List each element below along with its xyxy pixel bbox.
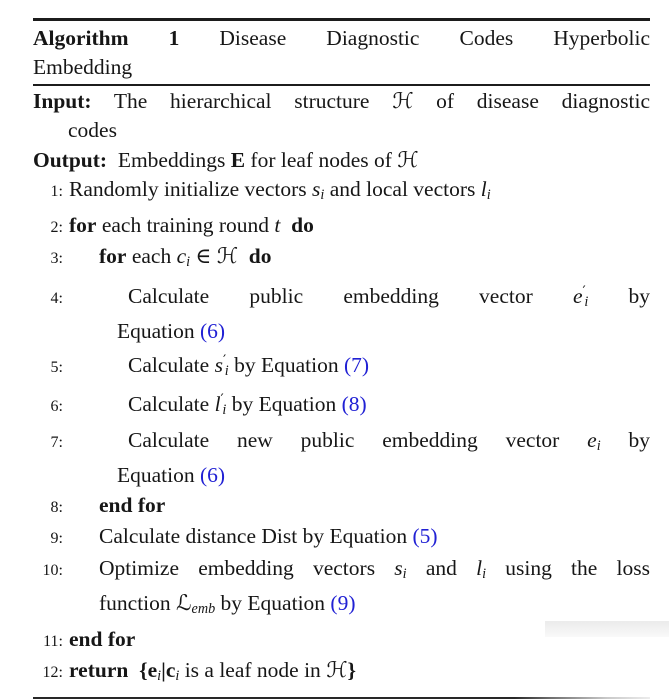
text-segment: Equation xyxy=(117,463,200,488)
line-number: 4: xyxy=(50,289,63,307)
text-segment: c xyxy=(165,658,176,683)
text-segment: by Equation xyxy=(226,392,342,417)
text-segment: i xyxy=(486,187,491,204)
text-segment: each xyxy=(126,244,177,269)
text-segment: do xyxy=(280,212,314,237)
text-segment: by Equation xyxy=(228,352,344,377)
step-line-7 xyxy=(33,426,650,462)
text-segment: i xyxy=(320,187,325,204)
text-segment: i xyxy=(157,668,162,685)
line-content xyxy=(69,656,650,692)
text-segment: return xyxy=(69,658,129,683)
text-segment: i xyxy=(186,254,191,271)
text-segment: Randomly initialize vectors xyxy=(69,177,313,202)
line-number: 12: xyxy=(42,664,63,682)
step-line-1 xyxy=(33,175,650,211)
line-number: 6: xyxy=(50,398,63,416)
line-content xyxy=(69,211,650,240)
line-content xyxy=(69,386,650,426)
text-segment: i xyxy=(222,402,227,419)
output-line xyxy=(33,146,650,175)
line-content xyxy=(69,242,650,278)
line-content xyxy=(33,24,650,53)
text-segment: by xyxy=(588,283,651,308)
text-segment: function xyxy=(99,591,177,616)
step-line-7-continuation xyxy=(33,461,650,490)
text-segment xyxy=(128,658,139,682)
step-line-9 xyxy=(33,522,650,553)
text-segment: Calculate xyxy=(128,352,215,377)
text-segment: do xyxy=(238,244,272,269)
text-segment: emb xyxy=(191,601,216,618)
text-segment: e xyxy=(572,283,583,308)
text-segment: by Equation xyxy=(215,591,331,616)
text-segment: codes xyxy=(68,118,117,143)
text-segment: } xyxy=(347,658,356,683)
line-content xyxy=(69,589,650,625)
text-segment: ′ xyxy=(582,283,586,300)
text-segment: s xyxy=(312,177,321,202)
step-line-10-continuation xyxy=(33,589,650,625)
equation-ref-link[interactable]: (8) xyxy=(341,392,367,417)
text-segment: t xyxy=(274,212,281,237)
text-segment: Output: xyxy=(33,147,108,172)
text-segment: Equation xyxy=(117,319,200,344)
text-segment: ℋ xyxy=(326,658,348,684)
text-segment: ′ xyxy=(222,352,227,369)
step-line-10 xyxy=(33,554,650,590)
text-segment: end for xyxy=(99,492,166,517)
step-line-12 xyxy=(33,656,650,692)
text-segment: i xyxy=(224,362,229,379)
text-segment: e xyxy=(587,427,597,452)
text-segment: of disease diagnostic xyxy=(413,89,650,113)
line-content xyxy=(69,426,650,462)
text-segment: i xyxy=(584,293,589,310)
line-content xyxy=(33,53,650,82)
text-segment: Calculate public embedding vector xyxy=(128,283,573,308)
line-number: 11: xyxy=(43,632,63,650)
text-segment: ∈ xyxy=(190,244,217,269)
text-segment: i xyxy=(596,438,601,454)
line-content xyxy=(69,554,650,590)
step-line-8 xyxy=(33,491,650,522)
text-segment: { xyxy=(139,658,148,683)
text-segment: E xyxy=(230,147,246,172)
text-segment: l xyxy=(214,392,221,417)
text-segment: by xyxy=(600,427,651,452)
line-number: 2: xyxy=(50,218,63,236)
bottom-rule xyxy=(33,697,650,699)
line-number: 5: xyxy=(50,358,63,376)
algorithm-title-line-1 xyxy=(33,24,650,53)
line-number: 3: xyxy=(50,250,63,268)
text-segment: using the loss xyxy=(486,555,650,580)
equation-ref-link[interactable]: (6) xyxy=(200,463,226,488)
text-segment: ′ xyxy=(220,392,224,409)
line-number: 7: xyxy=(50,433,63,451)
text-segment: The hierarchical structure xyxy=(91,89,393,113)
text-segment: ℋ xyxy=(216,244,239,270)
line-number: 10: xyxy=(42,561,63,579)
line-content xyxy=(69,175,650,211)
equation-ref-link[interactable]: (7) xyxy=(343,352,370,377)
equation-ref-link[interactable]: (5) xyxy=(412,524,438,549)
input-line xyxy=(33,87,650,116)
text-segment: i xyxy=(482,565,487,582)
algorithm-header xyxy=(33,24,650,83)
scan-artifact xyxy=(545,621,669,637)
text-segment: is a leaf node in xyxy=(179,658,327,683)
top-rule xyxy=(33,18,650,21)
text-segment: i xyxy=(175,668,180,685)
algorithm-steps xyxy=(33,175,650,691)
header-rule xyxy=(33,84,650,86)
line-content xyxy=(69,522,650,551)
text-segment: Embeddings xyxy=(107,147,231,172)
text-segment: Algorithm 1 xyxy=(33,25,180,50)
input-continuation-line xyxy=(33,116,650,145)
line-content xyxy=(33,146,650,175)
algorithm-title-line-2 xyxy=(33,53,650,82)
line-content xyxy=(33,87,650,116)
text-segment: ℒ xyxy=(176,591,192,617)
step-line-4 xyxy=(33,278,650,318)
text-segment: and local vectors xyxy=(324,177,481,202)
text-segment: and xyxy=(406,555,477,580)
text-segment: e xyxy=(147,658,158,683)
step-line-3 xyxy=(33,242,650,278)
text-segment: each training round xyxy=(96,212,275,237)
line-content xyxy=(69,278,650,318)
text-segment: | xyxy=(161,658,166,683)
text-segment: for xyxy=(99,244,127,269)
text-segment: c xyxy=(176,244,187,269)
line-content xyxy=(69,461,650,490)
text-segment: ℋ xyxy=(397,147,419,173)
step-line-5 xyxy=(33,347,650,387)
line-number: 1: xyxy=(50,183,63,201)
step-line-2 xyxy=(33,211,650,242)
text-segment: Embedding xyxy=(33,55,133,79)
text-segment: Disease Diagnostic Codes Hyperbolic xyxy=(179,25,650,50)
algorithm-preamble xyxy=(33,87,650,175)
text-segment: s xyxy=(214,352,223,377)
line-content xyxy=(69,491,650,520)
equation-ref-link[interactable]: (6) xyxy=(200,319,226,344)
text-segment: Calculate distance Dist by Equation xyxy=(99,524,413,549)
text-segment: for leaf nodes of xyxy=(245,147,398,172)
line-content xyxy=(33,116,650,145)
equation-ref-link[interactable]: (9) xyxy=(330,591,356,616)
text-segment: Calculate xyxy=(128,392,215,417)
text-segment: l xyxy=(480,177,487,202)
text-segment: i xyxy=(402,565,407,582)
text-segment: Calculate new public embedding vector xyxy=(128,427,588,452)
algorithm-block xyxy=(33,0,650,699)
line-content xyxy=(69,347,650,387)
text-segment: s xyxy=(394,555,403,580)
text-segment: end for xyxy=(69,626,136,651)
text-segment: Optimize embedding vectors xyxy=(99,555,395,580)
line-number: 8: xyxy=(50,498,63,516)
text-segment: l xyxy=(476,555,483,580)
line-number: 9: xyxy=(50,530,63,548)
step-line-4-continuation xyxy=(33,317,650,346)
step-line-6 xyxy=(33,386,650,426)
line-content xyxy=(69,317,650,346)
text-segment: for xyxy=(69,212,97,237)
text-segment: ℋ xyxy=(392,89,414,114)
text-segment: Input: xyxy=(33,89,92,113)
